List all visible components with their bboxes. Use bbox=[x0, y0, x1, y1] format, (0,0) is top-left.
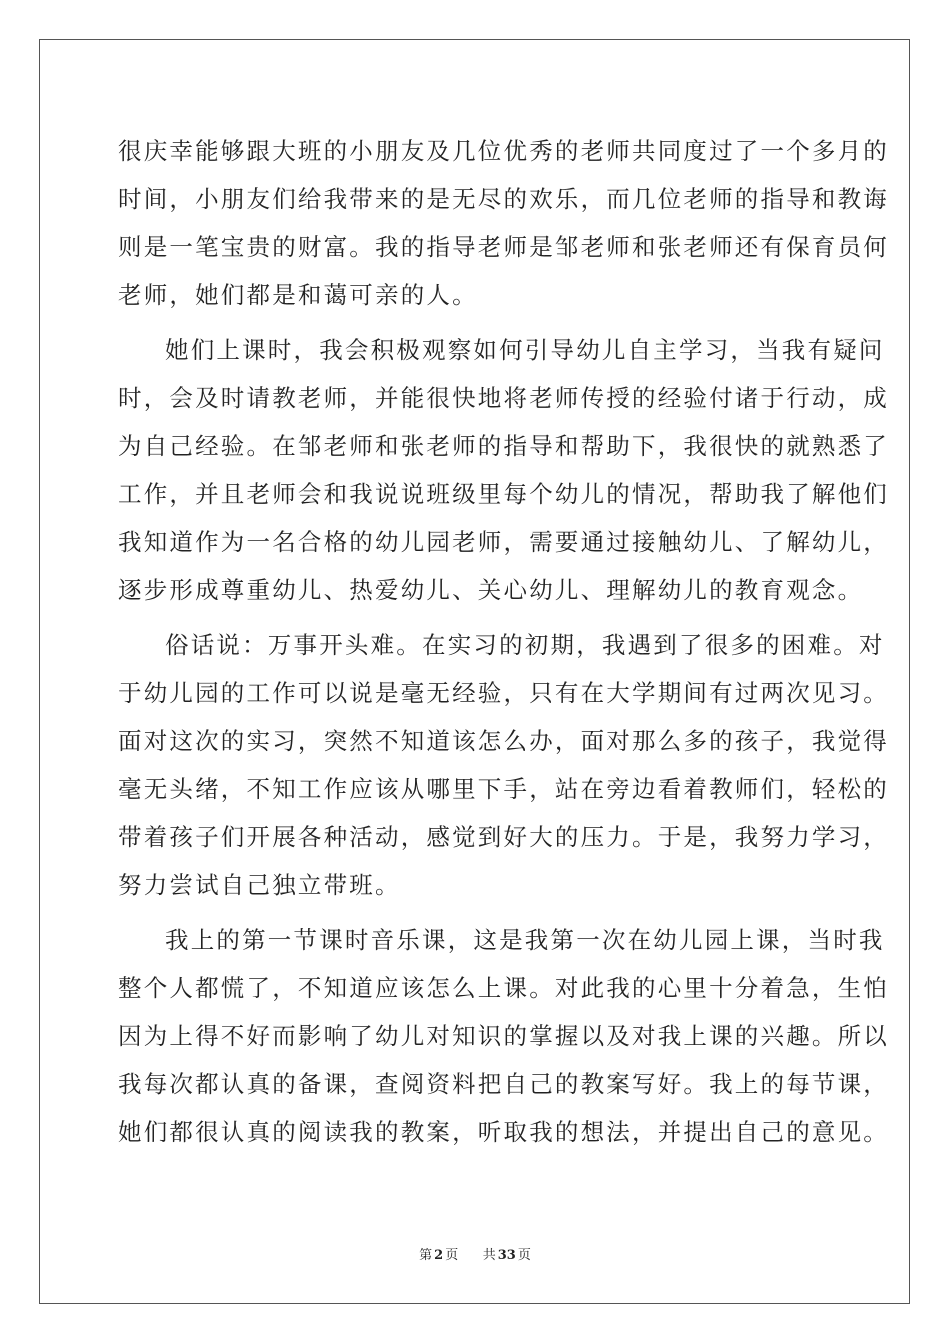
paragraph-2-line-1: 她们上课时，我会积极观察如何引导幼儿自主学习，当我有疑问 bbox=[165, 336, 885, 364]
paragraph-1-line-2: 时间，小朋友们给我带来的是无尽的欢乐，而几位老师的指导和教诲 bbox=[118, 185, 889, 213]
paragraph-4-line-1: 我上的第一节课时音乐课，这是我第一次在幼儿园上课，当时我 bbox=[165, 926, 885, 954]
paragraph-1-line-3: 则是一笔宝贵的财富。我的指导老师是邹老师和张老师还有保育员何 bbox=[118, 233, 889, 261]
paragraph-4-line-4: 我每次都认真的备课，查阅资料把自己的教案写好。我上的每节课， bbox=[118, 1070, 889, 1098]
paragraph-2-line-2: 时，会及时请教老师，并能很快地将老师传授的经验付诸于行动，成 bbox=[118, 384, 889, 412]
paragraph-2-line-6: 逐步形成尊重幼儿、热爱幼儿、关心幼儿、理解幼儿的教育观念。 bbox=[118, 576, 864, 604]
paragraph-3-line-2: 于幼儿园的工作可以说是毫无经验，只有在大学期间有过两次见习。 bbox=[118, 679, 889, 707]
paragraph-4-line-5: 她们都很认真的阅读我的教案，听取我的想法，并提出自己的意见。 bbox=[118, 1118, 889, 1146]
page-footer bbox=[0, 1244, 950, 1263]
page-suffix: 页 bbox=[445, 1248, 459, 1263]
paragraph-1-line-4: 老师，她们都是和蔼可亲的人。 bbox=[118, 281, 478, 309]
total-pages: 33 bbox=[497, 1248, 516, 1263]
page-indicator bbox=[417, 1248, 460, 1263]
paragraph-2-line-4: 工作，并且老师会和我说说班级里每个幼儿的情况，帮助我了解他们 bbox=[118, 480, 889, 508]
total-prefix: 共 bbox=[482, 1248, 496, 1263]
page-number: 2 bbox=[434, 1248, 444, 1263]
total-suffix: 页 bbox=[517, 1248, 531, 1263]
paragraph-4-line-2: 整个人都慌了，不知道应该怎么上课。对此我的心里十分着急，生怕 bbox=[118, 974, 889, 1002]
paragraph-3-line-1: 俗话说：万事开头难。在实习的初期，我遇到了很多的困难。对 bbox=[165, 631, 885, 659]
paragraph-3-line-3: 面对这次的实习，突然不知道该怎么办，面对那么多的孩子，我觉得 bbox=[118, 727, 889, 755]
paragraph-1-line-1: 很庆幸能够跟大班的小朋友及几位优秀的老师共同度过了一个多月的 bbox=[118, 137, 889, 165]
paragraph-3-line-6: 努力尝试自己独立带班。 bbox=[118, 871, 401, 899]
paragraph-4-line-3: 因为上得不好而影响了幼儿对知识的掌握以及对我上课的兴趣。所以 bbox=[118, 1022, 889, 1050]
paragraph-2-line-5: 我知道作为一名合格的幼儿园老师，需要通过接触幼儿、了解幼儿， bbox=[118, 528, 889, 556]
page-prefix: 第 bbox=[419, 1248, 433, 1263]
paragraph-3-line-4: 毫无头绪，不知工作应该从哪里下手，站在旁边看着教师们，轻松的 bbox=[118, 775, 889, 803]
paragraph-2-line-3: 为自己经验。在邹老师和张老师的指导和帮助下，我很快的就熟悉了 bbox=[118, 432, 889, 460]
total-pages-indicator bbox=[481, 1248, 533, 1263]
paragraph-3-line-5: 带着孩子们开展各种活动，感觉到好大的压力。于是，我努力学习， bbox=[118, 823, 889, 851]
